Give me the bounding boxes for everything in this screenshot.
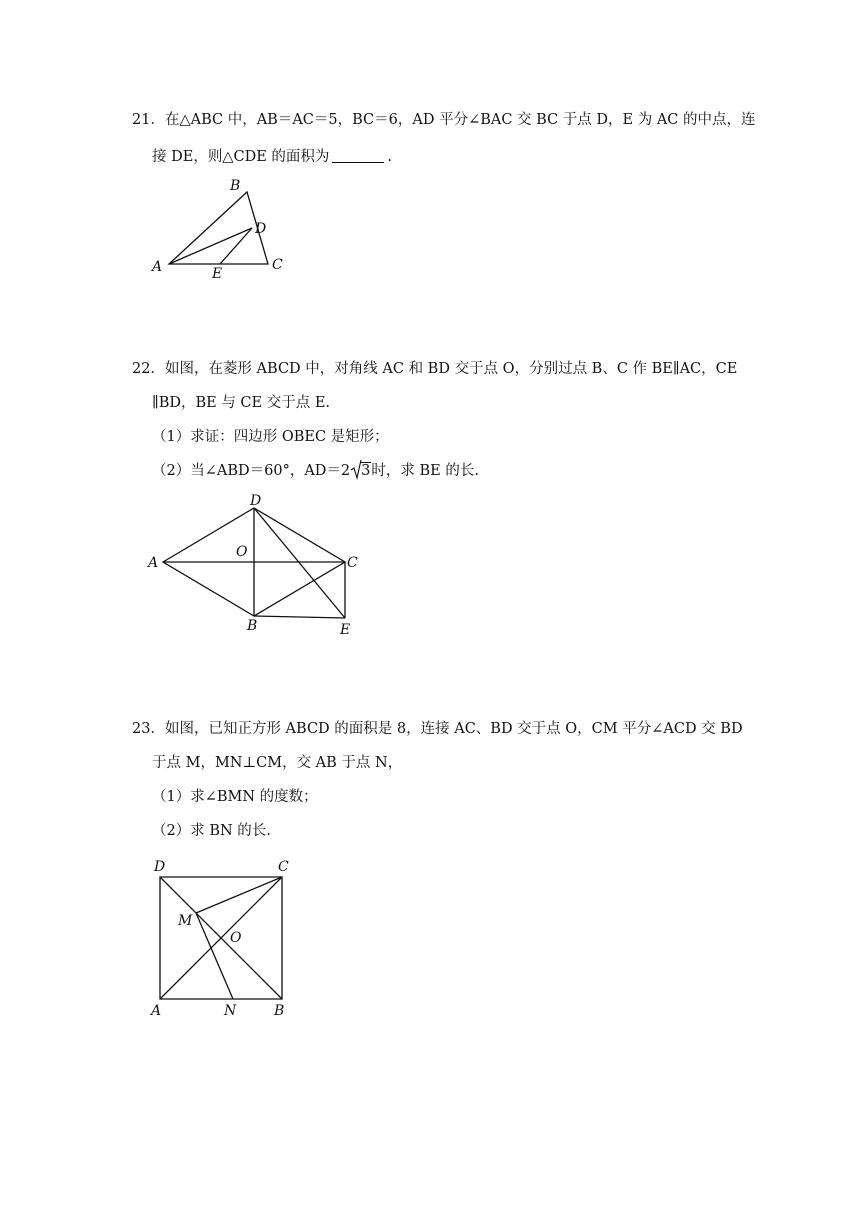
segment-be [254, 616, 345, 618]
q22-part2-start: （2）当∠ABD＝60°，AD＝2 [152, 463, 351, 479]
q23-text-line1: 23．如图，已知正方形 ABCD 的面积是 8，连接 AC、BD 交于点 O，CM 平分∠ACD 交 BD [132, 721, 743, 737]
segment-ad [169, 228, 252, 264]
segment-de [220, 228, 252, 264]
q22-figure [145, 490, 365, 640]
label-a: A [148, 555, 159, 571]
label-n: N [224, 1003, 237, 1019]
sqrt-symbol [351, 461, 371, 481]
label-c: C [272, 257, 283, 273]
q21-text-line1: 21．在△ABC 中，AB＝AC＝5，BC＝6，AD 平分∠BAC 交 BC 于点 D，E 为 AC 的中点，连 [132, 112, 756, 128]
label-b: B [274, 1003, 285, 1019]
q21-text-line2-end: . [387, 149, 392, 165]
q23-part1: （1）求∠BMN 的度数； [152, 789, 318, 805]
triangle-abc [169, 192, 268, 264]
q23-part2: （2）求 BN 的长. [152, 823, 271, 839]
label-c: C [347, 555, 358, 571]
q22-text-line1: 22．如图，在菱形 ABCD 中，对角线 AC 和 BD 交于点 O，分别过点 B、C 作 BE∥AC，CE [132, 361, 738, 377]
segment-mn [196, 913, 233, 999]
label-m: M [178, 913, 193, 929]
label-d: D [255, 221, 267, 237]
label-e: E [212, 266, 223, 282]
label-o: O [230, 930, 242, 946]
q21-text-line2 [152, 147, 392, 167]
label-a: A [151, 1003, 162, 1019]
q23-text-line2: 于点 M，MN⊥CM，交 AB 于点 N， [152, 755, 403, 771]
sqrt-radicand: 3 [361, 463, 371, 479]
q22-part2 [152, 461, 479, 481]
label-b: B [230, 178, 241, 194]
segment-cm [196, 877, 282, 913]
segment-de [254, 508, 345, 618]
label-a: A [152, 259, 163, 275]
answer-blank [332, 148, 384, 163]
q22-part1: （1）求证：四边形 OBEC 是矩形； [152, 429, 389, 445]
label-o: O [236, 544, 248, 560]
label-d: D [250, 493, 262, 509]
q23-figure [148, 855, 298, 1025]
label-d: D [154, 859, 166, 875]
q22-text-line2: ∥BD，BE 与 CE 交于点 E. [152, 395, 331, 411]
q22-part2-end: 时，求 BE 的长. [371, 463, 479, 479]
q21-figure [150, 176, 300, 284]
q21-text-line2-start: 接 DE，则△CDE 的面积为 [152, 149, 330, 165]
label-e: E [340, 622, 351, 638]
label-b: B [247, 618, 258, 634]
label-c: C [278, 859, 289, 875]
